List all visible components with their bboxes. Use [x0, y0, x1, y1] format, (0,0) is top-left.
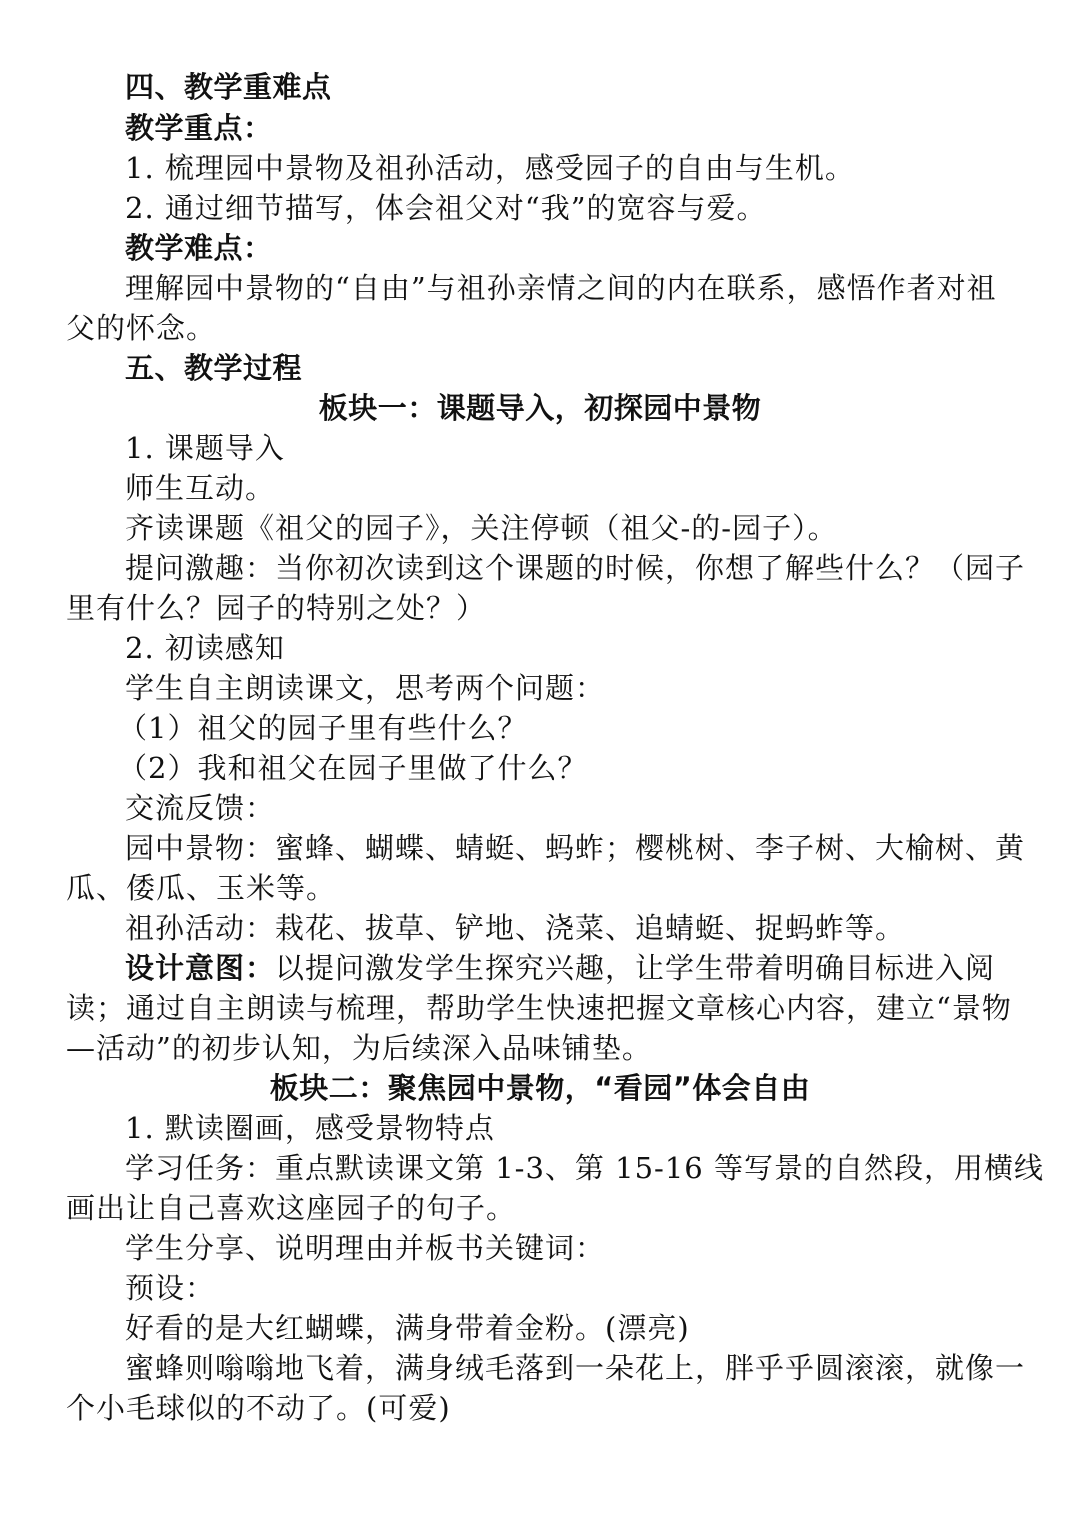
design-intent-line-1 — [125, 948, 1005, 988]
key-points-label: 教学重点： — [125, 111, 273, 145]
block1-paragraph: 2. 初读感知 — [125, 631, 285, 665]
block2-paragraph: 学生分享、说明理由并板书关键词： — [125, 1231, 606, 1265]
block1-paragraph: 祖孙活动：栽花、拔草、铲地、浇菜、追蜻蜓、捉蚂蚱等。 — [125, 911, 906, 945]
block1-title: 板块一：课题导入，初探园中景物 — [318, 391, 762, 425]
design-intent-line-3: —活动”的初步认知，为后续深入品味铺垫。 — [66, 1031, 652, 1065]
difficulty-line-1: 理解园中景物的“自由”与祖孙亲情之间的内在联系，感悟作者对祖 — [125, 271, 997, 305]
block1-paragraph: 齐读课题《祖父的园子》，关注停顿（祖父-的-园子）。 — [125, 511, 838, 545]
block1-paragraph: 里有什么？园子的特别之处？） — [66, 591, 487, 625]
block1-paragraph: 学生自主朗读课文，思考两个问题： — [125, 671, 606, 705]
block1-paragraph: 园中景物：蜜蜂、蝴蝶、蜻蜓、蚂蚱；樱桃树、李子树、大榆树、黄 — [125, 831, 1026, 865]
key-point-1: 1. 梳理园中景物及祖孙活动，感受园子的自由与生机。 — [125, 151, 855, 185]
block1-paragraph: 交流反馈： — [125, 791, 276, 825]
block2-paragraph: 蜜蜂则嗡嗡地飞着，满身绒毛落到一朵花上，胖乎乎圆滚滚，就像一 — [125, 1351, 1026, 1385]
difficulty-label: 教学难点： — [125, 231, 273, 265]
key-point-2: 2. 通过细节描写，体会祖父对“我”的宽容与爱。 — [125, 191, 767, 225]
design-intent-label: 设计意图： — [125, 951, 276, 985]
block1-question-2: （2）我和祖父在园子里做了什么？ — [118, 751, 588, 785]
block2-paragraph: 好看的是大红蝴蝶，满身带着金粉。(漂亮) — [125, 1311, 690, 1345]
design-intent-text: 以提问激发学生探究兴趣，让学生带着明确目标进入阅 — [275, 951, 996, 985]
section-heading-4: 四、教学重难点 — [125, 70, 332, 104]
design-intent-line-2: 读；通过自主朗读与梳理，帮助学生快速把握文章核心内容，建立“景物 — [66, 991, 1012, 1025]
block1-paragraph: 瓜、倭瓜、玉米等。 — [66, 871, 337, 905]
block2-title: 板块二：聚焦园中景物，“看园”体会自由 — [269, 1071, 811, 1105]
block1-paragraph: 师生互动。 — [125, 471, 276, 505]
block1-paragraph: 提问激趣：当你初次读到这个课题的时候，你想了解些什么？（园子 — [125, 551, 1026, 585]
block1-paragraph: 1. 课题导入 — [125, 431, 285, 465]
block2-paragraph: 学习任务：重点默读课文第 1-3、第 15-16 等写景的自然段，用横线 — [125, 1151, 1044, 1185]
block2-paragraph: 预设： — [125, 1271, 216, 1305]
section-heading-5: 五、教学过程 — [125, 351, 303, 385]
block2-paragraph: 1. 默读圈画，感受景物特点 — [125, 1111, 495, 1145]
block2-paragraph: 个小毛球似的不动了。(可爱) — [66, 1391, 451, 1425]
block2-paragraph: 画出让自己喜欢这座园子的句子。 — [66, 1191, 517, 1225]
block1-question-1: （1）祖父的园子里有些什么？ — [118, 711, 528, 745]
difficulty-line-2: 父的怀念。 — [66, 311, 217, 345]
